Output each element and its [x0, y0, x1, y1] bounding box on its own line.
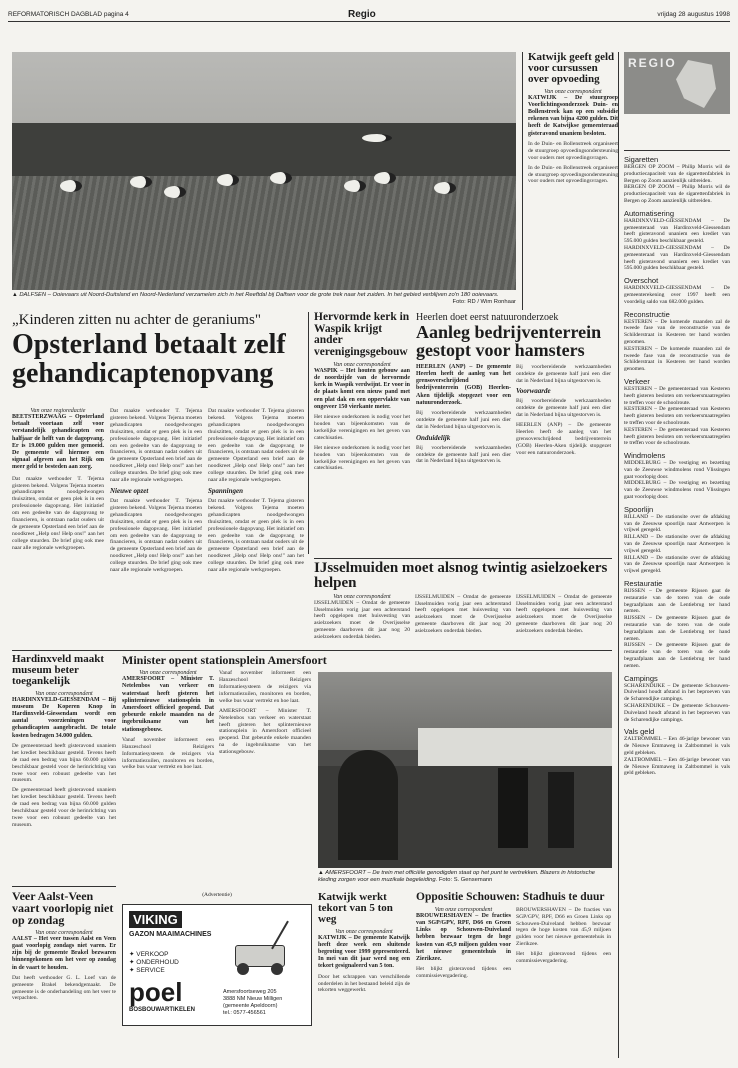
- body: Dat maakte wethouder T. Tejema gisteren bekend. Volgens Tejema moeten gehandicapten noodgedwongen thuiszitten, omdat er geen plek is in een professionele dagopvang. Het initiatief om een gedeelte van de dagopvang te financieren, is ontstaan nadat ouders uit de gemeente Opsterland een brief aan de noodkreet „Help ons! Help ons!" aan het college stuurden. De brief ging ook mee naar alle regionale werkgroepen.: [12, 475, 104, 551]
- body: IJSSELMUIDEN – Omdat de gemeente IJsselmuiden vorig jaar een achterstand heeft opgelopen met huisvesting van asielzoekers moet de Overijsselse gemeente daarboven dit jaar nog 20 asielzoekers onderdak bieden.: [314, 599, 410, 641]
- train-photo: [318, 672, 612, 868]
- article-schouwen: [416, 892, 612, 1040]
- service-item: ✦ SERVICE: [129, 967, 165, 974]
- regio-sidebar: [624, 52, 730, 1058]
- lawnmower-icon: [225, 915, 305, 985]
- article-waspik: [314, 312, 410, 556]
- page-header: [8, 8, 730, 22]
- article-opsterland-col3: [208, 408, 304, 648]
- lead: HARDINXVELD-GIESSENDAM – Bij museum De Koperen Knop in Hardinxveld-Giessendam wordt een aantal voorzieningen voor gehandicapten aangebracht. De totale kosten bedragen 34.000 gulden.: [12, 696, 116, 739]
- viking-logo: VIKING: [129, 911, 182, 928]
- body: De gemeenteraad heeft gisteravond unaniem het krediet beschikbaar gesteld. Tevens heeft de raad een bedrag van bijna 60.000 gulden beschikbaar gesteld voor de herinrichting van twee voor een robuust gedeelte van het museum.: [12, 787, 116, 828]
- sidebar-item: Reconstructie KESTEREN – De komende maanden zal de tweede fase van de reconstructie van de Schilderstraat in Kesteren ter hand worden genomen. KESTEREN – De komende maanden zal de tweede fase van de reconstructie van de Schilderstraat in Kesteren ter hand worden genomen.: [624, 309, 730, 373]
- subheading: Spanningen: [208, 486, 244, 495]
- article-opsterland-heading: [12, 312, 304, 404]
- service-item: ✦ VERKOOP: [129, 951, 169, 958]
- lead: BEETSTERZWAAG – Opsterland betaalt voortaan zelf voor verstandelijk gehandicapten een halfjaar de helft van de dagopvang. Er is 19.000 gulden mee gemoeid. De gemeente wil hiermee een signaal afgeven aan het Rijk om meer geld te besteden aan zorg.: [12, 414, 104, 471]
- byline: Van onze correspondent: [35, 929, 93, 936]
- issue-date: vrijdag 28 augustus 1998: [657, 11, 730, 18]
- lead: AMERSFOORT – Minister T. Netelenbos van verkeer en waterstaat heeft gisteren het splinternieuwe stationsplein in Amersfoort officieel geopend. Dat gebeurde enkele maanden na de ingebruikname van het stationsgebouw.: [122, 676, 214, 733]
- sidebar-item: Vals geld ZALTBOMMEL – Een 46-jarige bewoner van de Nieuwe Emmaweg in Zaltbommel is vals geld gebleken. ZALTBOMMEL – Een 46-jarige bewoner van de Nieuwe Emmaweg in Zaltbommel is vals geld gebleken.: [624, 727, 730, 777]
- body: De gemeenteraad heeft gisteravond unaniem het krediet beschikbaar gesteld. Tevens heeft de raad een bedrag van bijna 60.000 gulden beschikbaar gesteld voor de herinrichting van twee voor een robuust gedeelte van het museum.: [12, 742, 116, 784]
- netherlands-map-icon: [676, 60, 716, 108]
- body: Dat maakte wethouder T. Tejema gisteren bekend. Volgens Tejema moeten gehandicapten noodgedwongen thuiszitten, omdat er geen plek is in een professionele dagopvang. Het initiatief om een gedeelte van de dagopvang te financieren, is ontstaan nadat ouders uit de gemeente Opsterland een brief aan de noodkreet „Help ons! Help ons!" aan het college stuurden. De brief ging ook mee naar alle regionale werkgroepen.: [110, 408, 202, 484]
- article-hardinxveld: [12, 654, 116, 884]
- body: Dat maakte wethouder T. Tejema gisteren bekend. Volgens Tejema moeten gehandicapten noodgedwongen thuiszitten, omdat er geen plek is in een professionele dagopvang. Het initiatief om een gedeelte van de dagopvang te financieren, is ontstaan nadat ouders uit de gemeente Opsterland een brief aan de noodkreet „Help ons! Help ons!" aan het college stuurden. De brief ging ook mee naar alle regionale werkgroepen.: [110, 497, 202, 574]
- kicker: „Kinderen zitten nu achter de geraniums": [12, 312, 261, 328]
- body: Vanaf november informeert een Hanzeschool Reizigers Informatiesysteem de reizigers via informatiezuilen, monitoren en borden, welke bus waar vertrekt en hoe laat.: [219, 670, 311, 704]
- subheading: Voorwaarde: [516, 387, 551, 396]
- newspaper-name: REFORMATORISCH DAGBLAD pagina 4: [8, 11, 129, 18]
- article-opsterland-col1: [12, 408, 104, 648]
- headline: Katwijk geeft geld voor cursussen over opvoeding: [528, 51, 615, 86]
- body: BROUWERSHAVEN – De fracties van SGP/GPV, RPF, D66 en Groen Links op Schouwen-Duiveland hebben bezwaar tegen de hoge kosten van 45,9 miljoen gulden voor het nieuwe gemeentehuis in Zierikzee.: [516, 906, 611, 948]
- byline: Van onze regioredactie: [30, 408, 86, 414]
- body: Bij voorbereidende werkzaamheden ontdekte de gemeente half juni een dier dat in Nederland bijna uitgestorven is.: [416, 444, 511, 465]
- poel-logo: poel: [129, 977, 183, 1007]
- body: Vanaf november informeert een Hanzeschool Reizigers Informatiesysteem de reizigers via informatiezuilen, monitoren en borden, welke bus waar vertrekt en hoe laat.: [122, 736, 214, 771]
- body: Het blijkt gisteravond tijdens een commissievergadering.: [416, 966, 511, 980]
- regio-logo: REGIO: [624, 52, 730, 114]
- headline: Aanleg bedrijventerrein gestopt voor hamsters: [416, 322, 602, 361]
- headline: Minister opent stationsplein Amersfoort: [122, 653, 327, 667]
- section-title: Regio: [348, 9, 376, 20]
- sidebar-item: Automatisering HARDINXVELD-GIESSENDAM – De gemeenteraad van Hardinxveld-Giessendam heeft gisteravond unaniem een krediet van 595.000 gulden beschikbaar gesteld. HARDINXVELD-GIESSENDAM – De gemeenteraad van Hardinxveld-Giessendam heeft gisteravond unaniem een krediet van 595.000 gulden beschikbaar gesteld.: [624, 208, 730, 272]
- lead: KATWIJK – De stuurgroep Voorlichtingsonderzoek Duin- en Bollenstreek kan op een subsidie rekenen van bijna 4200 gulden. Dit heeft de Katwijkse gemeenteraad gisteravond unaniem besloten.: [528, 94, 618, 137]
- ad-product: GAZON MAAIMACHINES: [129, 931, 212, 938]
- advertisement[interactable]: [122, 904, 312, 1026]
- body: Bij voorbereidende werkzaamheden ontdekte de gemeente half juni een dier dat in Nederland bijna uitgestorven is.: [416, 409, 511, 430]
- body: Dat heeft wethouder G. L. Loef van de gemeente Brakel bekendgemaakt. De gemeente is de onderhandeling om het veer te verpachten.: [12, 974, 116, 1002]
- article-veer-aalst: [12, 886, 116, 1058]
- byline: Van onze correspondent: [139, 670, 197, 677]
- lead: WASPIK – Het houten gebouw aan de noordzijde van de hervormde kerk in Waspik verdwijnt. Er voor in de plaats komt een nieuw pand met een plat dak en een oppervlakte van ongeveer 150 vierkante meter.: [314, 367, 410, 410]
- sidebar-item: Overschot HARDINXVELD-GIESSENDAM – De gemeenterekening over 1997 heeft een voordelig saldo van 682.000 gulden.: [624, 276, 730, 305]
- sidebar-item: Verkeer KESTEREN – De gemeenteraad van Kesteren heeft gisteren besloten om verkeersmaatregelen te treffen voor de schoolroute. KESTEREN – De gemeenteraad van Kesteren heeft gisteren besloten om verkeersmaatregelen te treffen voor de schoolroute. KESTEREN – De gemeenteraad van Kesteren heeft gisteren besloten om verkeersmaatregelen te treffen voor de schoolroute.: [624, 376, 730, 447]
- headline: Oppositie Schouwen: Stadhuis te duur: [416, 891, 605, 903]
- body: Het blijkt gisteravond tijdens een commissievergadering.: [516, 951, 611, 965]
- ad-company-sub: BOSBOUWARTIKELEN: [129, 1007, 195, 1013]
- headline: Hardinxveld maakt museum beter toegankelijk: [12, 653, 104, 688]
- article-katwijk-tekort: [318, 892, 410, 1040]
- photo-credit: Foto: RD / Wim Ronhaar: [452, 299, 516, 305]
- byline: Van onze correspondent: [434, 906, 493, 913]
- advert-label: (Advertentie): [202, 892, 232, 898]
- lead: HEERLEN (ANP) – De gemeente Heerlen heeft de aanleg van het grensoverschrijdend bedrijventerrein (GOB) Heerlen-Aken tijdelijk stopgezet voor een natuuronderzoek.: [416, 363, 511, 406]
- sidebar-item: Sigaretten BERGEN OP ZOOM – Philip Morris wil de productiecapaciteit van de sigarettenfabriek in Bergen op Zoom aanzienlijk uitbreiden. BERGEN OP ZOOM – Philip Morris wil de productiecapaciteit van de sigarettenfabriek in Bergen op Zoom aanzienlijk uitbreiden.: [624, 155, 730, 204]
- byline: Van onze correspondent: [335, 928, 393, 935]
- body: Dat maakte wethouder T. Tejema gisteren bekend. Volgens Tejema moeten gehandicapten noodgedwongen thuiszitten, omdat er geen plek is in een professionele dagopvang. Het initiatief om een gedeelte van de dagopvang te financieren, is ontstaan nadat ouders uit de gemeente Opsterland een brief aan de noodkreet „Help ons! Help ons!" aan het college stuurden. De brief ging ook mee naar alle regionale werkgroepen.: [208, 408, 304, 484]
- body: Het nieuwe onderkomen is nodig voor het houden van bijeenkomsten van de kerkelijke verenigingen en het geven van catechisaties.: [314, 414, 410, 441]
- body: Dat maakte wethouder T. Tejema gisteren bekend. Volgens Tejema moeten gehandicapten noodgedwongen thuiszitten, omdat er geen plek is in een professionele dagopvang. Het initiatief om een gedeelte van de dagopvang te financieren, is ontstaan nadat ouders uit de gemeente Opsterland een brief aan de noodkreet „Help ons! Help ons!" aan het college stuurden. De brief ging ook mee naar alle regionale werkgroepen.: [208, 497, 304, 574]
- headline: Katwijk werkt tekort van 5 ton weg: [318, 891, 393, 926]
- body: AMERSFOORT – Minister T. Netelenbos van verkeer en waterstaat heeft gisteren het splinternieuwe stationsplein in Amersfoort officieel geopend. Dat gebeurde enkele maanden na de ingebruikname van het stationsgebouw.: [219, 707, 311, 756]
- service-item: ✦ ONDERHOUD: [129, 959, 179, 966]
- sidebar-item: Restauratie RIJSSEN – De gemeente Rijssen gaat de restauratie van de toren van de oude begraafplaats aan de Lentiebrug ter hand nemen. RIJSSEN – De gemeente Rijssen gaat de restauratie van de toren van de oude begraafplaats aan de Lentiebrug ter hand nemen. RIJSSEN – De gemeente Rijssen gaat de restauratie van de toren van de oude begraafplaats aan de Lentiebrug ter hand nemen.: [624, 579, 730, 669]
- headline: IJsselmuiden moet alsnog twintig asielzoekers helpen: [314, 560, 608, 592]
- body: IJSSELMUIDEN – Omdat de gemeente IJsselmuiden vorig jaar een achterstand heeft opgelopen met huisvesting van asielzoekers moet de Overijsselse gemeente daarboven dit jaar nog 20 asielzoekers onderdak bieden.: [516, 593, 612, 635]
- subheading: Onduidelijk: [416, 433, 451, 442]
- lead: BROUWERSHAVEN – De fracties van SGP/GPV, RPF, D66 en Groen Links op Schouwen-Duiveland hebben bezwaar tegen de hoge kosten van 45,9 miljoen gulden voor het nieuwe gemeentehuis in Zierikzee.: [416, 912, 511, 962]
- photo-caption: ▲ DALFSEN – Ooievaars uit Noord-Duitsland en Noord-Nederland verzamelen zich in het Reeftdal bij Dalfsen voor de grote trek naar het zuiden. In het gebied verblijven zo'n 180 ooievaars. Foto: RD / Wim Ronhaar: [12, 292, 516, 305]
- byline: Van onze correspondent: [35, 690, 93, 697]
- headline: Hervormde kerk in Waspik krijgt ander verenigingsgebouw: [314, 311, 410, 359]
- body: Bij voorbereidende werkzaamheden ontdekte de gemeente half juni een dier dat in Nederland bijna uitgestorven is.: [516, 398, 611, 419]
- byline: Van onze correspondent: [333, 361, 391, 368]
- kicker: Heerlen doet eerst natuuronderzoek: [416, 312, 559, 323]
- photo-caption: ▲ AMERSFOORT – De trein met officiële genodigden staat op het punt te vertrekken. Blazers in historische kleding zorgen voor een muzikale begeleiding. Foto: S. Gensemann: [318, 870, 596, 883]
- article-opsterland-col2: [110, 408, 202, 648]
- body: Het nieuwe onderkomen is nodig voor het houden van bijeenkomsten van de kerkelijke verenigingen en het geven van catechisaties.: [314, 444, 410, 472]
- article-heerlen: [416, 312, 612, 556]
- headline: Veer Aalst-Veen vaart voorlopig niet op zondag: [12, 889, 114, 928]
- body: In de Duin- en Bollenstreek organiseert de stuurgroep opvoedingsondersteuning voor ouders met opvoedingsvragen.: [528, 140, 618, 161]
- article-ijsselmuiden: [314, 558, 612, 641]
- sidebar-item: Spoorlijn RILLAND – De stationsite over de afdaking van de Zeeuwse spoorlijn naar Antwerpen is vrijwel geregeld. RILLAND – De stationsite over de afdaking van de Zeeuwse spoorlijn naar Antwerpen is vrijwel geregeld. RILLAND – De stationsite over de afdaking van de Zeeuwse spoorlijn naar Antwerpen is vrijwel geregeld.: [624, 504, 730, 575]
- ad-address: Amersfoortseweg 205 3888 NM Nieuw Milligen (gemeente Apeldoorn) tel.: 0577-456561: [223, 989, 283, 1016]
- sidebar-item: Campings SCHARENDIJKE – De gemeente Schouwen-Duiveland houdt afstand in het beproeven van de Scharendijke campings. SCHARENDIJKE – De gemeente Schouwen-Duiveland houdt afstand in het beproeven van de Scharendijke campings.: [624, 673, 730, 723]
- subheading: Nieuwe opzet: [110, 486, 149, 495]
- body: IJSSELMUIDEN – Omdat de gemeente IJsselmuiden vorig jaar een achterstand heeft opgelopen met huisvesting van asielzoekers moet de Overijsselse gemeente daarboven dit jaar nog 20 asielzoekers onderdak bieden.: [415, 593, 511, 635]
- lead: AALST – Het veer tussen Aalst en Veen gaat voorlopig zondags niet varen. Er zijn bij de gemeente Brakel bezwaren binnengekomen om het veer op zondag in de vaart te houden.: [12, 935, 116, 971]
- body: HEERLEN (ANP) – De gemeente Heerlen heeft de aanleg van het grensoverschrijdend bedrijventerrein (GOB) Heerlen-Aken tijdelijk stopgezet voor een natuuronderzoek.: [516, 422, 611, 456]
- byline: Van onze correspondent: [333, 593, 391, 600]
- ad-services: [129, 951, 179, 975]
- body: Bij voorbereidende werkzaamheden ontdekte de gemeente half juni een dier dat in Nederland bijna uitgestorven is.: [516, 363, 611, 384]
- body: In de Duin- en Bollenstreek organiseert de stuurgroep opvoedingsondersteuning voor ouders met opvoedingsvragen.: [528, 164, 618, 185]
- byline: Van onze correspondent: [544, 88, 602, 95]
- lead: KATWIJK – De gemeente Katwijk heeft deze week een sluitende begroting voor 1999 gepresenteerd. In mei van dit jaar werd nog een tekort gesignaleerd van 5 ton.: [318, 934, 410, 970]
- headline: Opsterland betaalt zelf gehandicaptenopvang: [12, 329, 286, 389]
- article-katwijk-cursussen: [528, 52, 618, 310]
- photo-credit: Foto: S. Gensemann: [438, 877, 493, 883]
- sidebar-item: Windmolens MIDDELBURG – De vestiging en bezetting van de Zeeuwse windmolens rond Vlissingen gaat voorlopig door. MIDDELBURG – De vestiging en bezetting van de Zeeuwse windmolens rond Vlissingen gaat voorlopig door.: [624, 451, 730, 501]
- stork-photo: [12, 52, 516, 290]
- body: Door het schrappen van verschillende onderdelen in het bestaand beleid zijn de tekorten weggewerkt.: [318, 973, 410, 994]
